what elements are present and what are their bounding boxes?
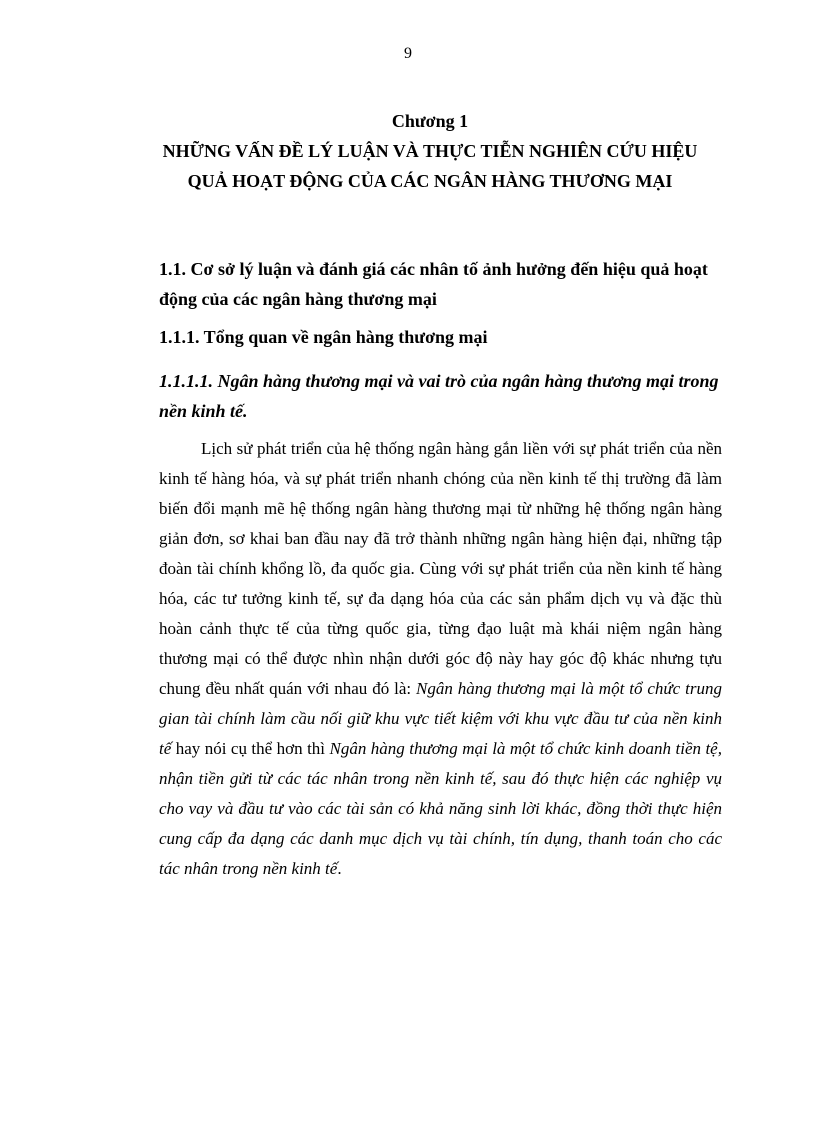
page-number: 9 [404, 45, 412, 62]
chapter-title-line-2: QUẢ HOẠT ĐỘNG CỦA CÁC NGÂN HÀNG THƯƠNG MẠI [187, 171, 673, 191]
paragraph-definition-2: Ngân hàng thương mại là một tổ chức kinh doanh tiền tệ, nhận tiền gửi từ các tác nhân trong nền kinh tế, sau đó thực hiện các nghiệp vụ cho vay và đầu tư vào các tài sản có khả năng sinh lời khác, đồng thời thực hiện cung cấp đa dạng các danh mục dịch vụ tài chính, tín dụng, thanh toán cho các tác nhân trong nền kinh tế [159, 739, 722, 878]
section-heading-1-1-1-1: 1.1.1.1. Ngân hàng thương mại và vai trò của ngân hàng thương mại trong nền kinh tế. [159, 371, 719, 421]
section-heading-1-1: 1.1. Cơ sở lý luận và đánh giá các nhân tố ảnh hưởng đến hiệu quả hoạt động của các ngân hàng thương mại [159, 259, 708, 309]
body-paragraph [159, 434, 722, 884]
paragraph-text-1: Lịch sử phát triển của hệ thống ngân hàng gắn liền với sự phát triển của nền kinh tế hàng hóa, và sự phát triển nhanh chóng của nền kinh tế thị trường đã làm biến đổi mạnh mẽ hệ thống ngân hàng thương mại từ những hệ thống ngân hàng giản đơn, sơ khai ban đầu nay đã trở thành những ngân hàng hiện đại, những tập đoàn tài chính khổng lồ, đa quốc gia. Cùng với sự phát triển của nền kinh tế hàng hóa, các tư tưởng kinh tế, sự đa dạng hóa của các sản phẩm dịch vụ và đặc thù hoàn cảnh thực tế của từng quốc gia, từng đạo luật mà khái niệm ngân hàng thương mại có thể được nhìn nhận dưới góc độ này hay góc độ khác nhưng tựu chung đều nhất quán với nhau đó là: [159, 439, 722, 698]
paragraph-text-3: . [337, 859, 342, 878]
paragraph-text-2: hay nói cụ thể hơn thì [171, 739, 330, 758]
chapter-title-line-1: NHỮNG VẤN ĐỀ LÝ LUẬN VÀ THỰC TIỄN NGHIÊN CỨU HIỆU [162, 141, 698, 161]
chapter-heading [120, 106, 740, 196]
section-heading-1-1-1: 1.1.1. Tổng quan về ngân hàng thương mại [159, 327, 488, 347]
chapter-label: Chương 1 [391, 111, 469, 131]
paragraph-definition-1: Ngân hàng thương mại là một tổ chức trung gian tài chính làm cầu nối giữ khu vực tiết kiệm với khu vực đầu tư của nền kinh tế [159, 679, 722, 758]
